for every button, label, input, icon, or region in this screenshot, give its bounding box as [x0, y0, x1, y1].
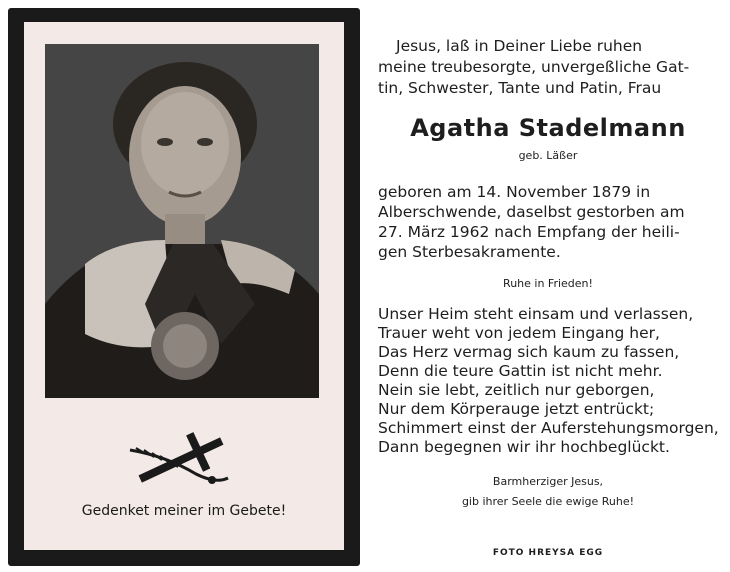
poem-line-7: Schimmert einst der Auferstehungsmorgen,: [378, 419, 719, 437]
poem-line-8: Dann begegnen wir ihr hochbeglückt.: [378, 438, 670, 456]
poem-line-5: Nein sie lebt, zeitlich nur geborgen,: [378, 381, 655, 399]
bio-line-2: Alberschwende, daselbst gestorben am: [378, 203, 685, 221]
portrait-illustration: [45, 44, 319, 398]
bio-line-4: gen Sterbesakramente.: [378, 243, 561, 261]
intro-line-2: meine treubesorgte, unvergeßliche Gat-: [378, 58, 690, 76]
photo-credit: FOTO HREYSA EGG: [492, 548, 604, 558]
intro-line-1: Jesus, laß in Deiner Liebe ruhen: [396, 37, 643, 55]
portrait-photo: [45, 44, 319, 398]
cross-and-palm-icon: [126, 430, 236, 490]
poem-line-1: Unser Heim steht einsam und verlassen,: [378, 305, 694, 323]
poem-line-2: Trauer weht von jedem Eingang her,: [378, 324, 660, 342]
poem-line-4: Denn die teure Gattin ist nicht mehr.: [378, 362, 663, 380]
deceased-name: Agatha Stadelmann: [410, 114, 686, 142]
intro-line-3: tin, Schwester, Tante und Patin, Frau: [378, 79, 662, 97]
rest-in-peace: Ruhe in Frieden!: [503, 277, 593, 290]
poem-line-3: Das Herz vermag sich kaum zu fassen,: [378, 343, 680, 361]
prayer-request-caption: Gedenket meiner im Gebete!: [81, 503, 287, 519]
bio-line-1: geboren am 14. November 1879 in: [378, 183, 651, 201]
bio-line-3: 27. März 1962 nach Empfang der heili-: [378, 223, 680, 241]
prayer-line-1: Barmherziger Jesus,: [492, 475, 604, 488]
prayer-line-2: gib ihrer Seele die ewige Ruhe!: [461, 495, 635, 508]
poem-line-6: Nur dem Körperauge jetzt entrückt;: [378, 400, 655, 418]
maiden-name: geb. Läßer: [518, 149, 578, 162]
obituary-text-panel: [366, 0, 730, 572]
